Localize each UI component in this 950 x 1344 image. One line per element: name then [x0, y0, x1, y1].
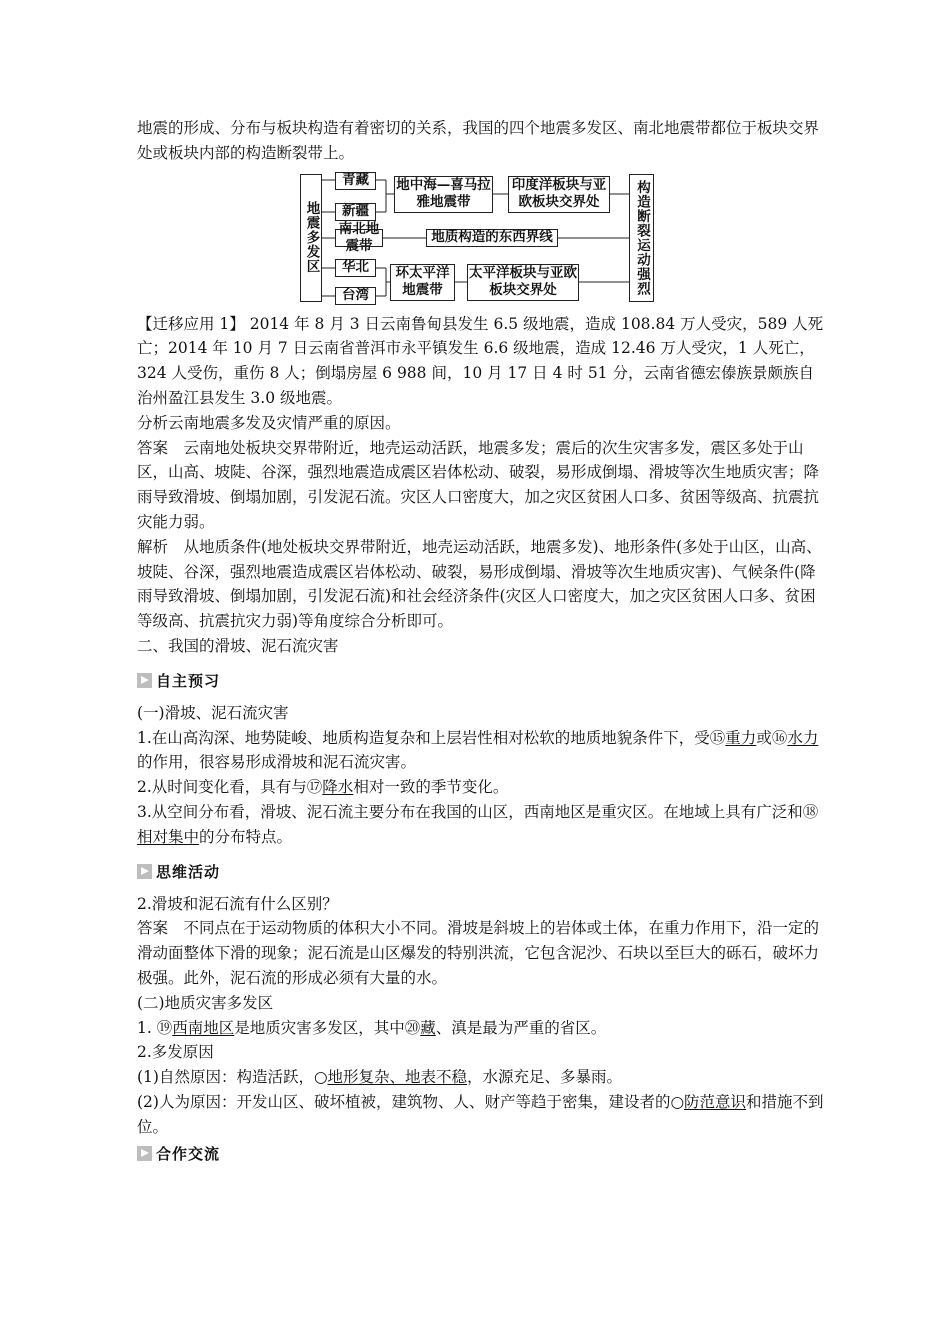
thinking-point-2: 2.多发原因	[137, 1043, 214, 1062]
preview-point-2: 2.从时间变化看，具有与⑰降水相对一致的季节变化。	[137, 778, 509, 797]
diagram-box-plate1: 印度洋板块与亚欧板块交界处	[508, 176, 610, 213]
transfer-application	[137, 312, 827, 411]
thinking-point-4: (2)人为原因：开发山区、破坏植被，建筑物、人、财产等趋于密集，建设者的○防范意识和措施不到位。	[137, 1092, 824, 1136]
blank-answer: 藏	[420, 1018, 436, 1037]
blank-answer: 地形复杂、地表不稳	[327, 1068, 467, 1087]
thinking-heading: 思维活动	[137, 862, 827, 882]
earthquake-zone-diagram	[137, 172, 827, 306]
blank-answer: 降水	[322, 778, 354, 797]
play-icon	[137, 673, 152, 688]
section2-title: 二、我国的滑坡、泥石流灾害	[137, 636, 339, 655]
play-icon	[137, 864, 152, 879]
blank-answer: 相对集中	[137, 827, 200, 846]
diagram-box-belt1: 地中海—喜马拉雅地震带	[394, 176, 493, 213]
transfer-label: 【迁移应用 1】	[137, 314, 245, 333]
preview-heading: 自主预习	[137, 671, 827, 691]
blank-answer: 防范意识	[683, 1092, 746, 1111]
transfer-text: 2014 年 8 月 3 日云南鲁甸县发生 6.5 级地震，造成 108.84 万人受灾，589 人死亡；2014 年 10 月 7 日云南省普洱市永平镇发生 6.6 级地震，造成 12.46 万人受灾，1 人死亡，324 人受伤，重伤 8 人；倒塌房屋 6 988 间，10 月 17 日 4 时 51 分，云南省德宏傣族景颇族自治州盈江县发生 3.0 级地震。	[137, 314, 824, 407]
thinking-question: 2.滑坡和泥石流有什么区别？	[137, 894, 338, 913]
diagram-box-huabei: 华北	[335, 259, 376, 277]
diagram-right-box: 构造断裂运动强烈	[629, 174, 654, 302]
thinking-subtitle: (二)地质灾害多发区	[137, 993, 274, 1012]
thinking-point-1: 1. ⑲西南地区是地质灾害多发区，其中⑳藏、滇是最为严重的省区。	[137, 1018, 607, 1037]
thinking-answer: 答案 不同点在于运动物质的体积大小不同。滑坡是斜坡上的岩体或土体，在重力作用下，沿一定的滑动面整体下滑的现象；泥石流是山区爆发的特别洪流，它包含泥沙、石块以至巨大的砾石，破坏力极强。此外，泥石流的形成必须有大量的水。	[137, 919, 820, 987]
diagram-box-dongxi: 地质构造的东西界线	[426, 229, 558, 247]
blank-answer: 重力	[725, 728, 757, 747]
blank-answer: 西南地区	[172, 1018, 235, 1037]
diagram-box-qingzang: 青藏	[335, 172, 376, 190]
transfer-answer: 答案 云南地处板块交界带附近，地壳运动活跃，地震多发；震后的次生灾害多发，震区多处于山区，山高、坡陡、谷深，强烈地震造成震区岩体松动、破裂，易形成倒塌、滑坡等次生地质灾害；降雨导致滑坡、倒塌加剧，引发泥石流。灾区人口密度大，加之灾区贫困人口多、贫困等级高、抗震抗灾能力弱。	[137, 438, 820, 531]
preview-point-3: 3.从空间分布看，滑坡、泥石流主要分布在我国的山区，西南地区是重灾区。在地域上具有广泛和⑱相对集中的分布特点。	[137, 802, 819, 846]
play-icon	[137, 1146, 152, 1161]
transfer-question: 分析云南地震多发及灾情严重的原因。	[137, 413, 401, 432]
preview-subtitle: (一)滑坡、泥石流灾害	[137, 703, 289, 722]
diagram-box-xinjiang: 新疆	[335, 203, 376, 221]
blank-answer: 水力	[787, 728, 819, 747]
thinking-point-3: (1)自然原因：构造活跃，○地形复杂、地表不稳，水源充足、多暴雨。	[137, 1068, 623, 1087]
cooperation-heading: 合作交流	[137, 1144, 827, 1164]
diagram-box-taiwan: 台湾	[335, 287, 376, 305]
diagram-box-belt2: 环太平洋地震带	[390, 264, 455, 301]
intro-paragraph: 地震的形成、分布与板块构造有着密切的关系，我国的四个地震多发区、南北地震带都位于板块交界处或板块内部的构造断裂带上。	[137, 119, 820, 162]
diagram-box-nanbei: 南北地震带	[335, 229, 383, 247]
diagram-box-plate2: 太平洋板块与亚欧板块交界处	[467, 264, 579, 301]
diagram-left-box: 地震多发区	[300, 174, 322, 302]
transfer-analysis: 解析 从地质条件(地处板块交界带附近，地壳运动活跃，地震多发)、地形条件(多处于山区，山高、坡陡、谷深，强烈地震造成震区岩体松动、破裂，易形成倒塌、滑坡等次生地质灾害)、气候条件(降雨导致滑坡、倒塌加剧，引发泥石流)和社会经济条件(灾区人口密度大，加之灾区贫困人口多、贫困等级高、抗震抗灾力弱)等角度综合分析即可。	[137, 537, 822, 631]
preview-point-1: 1.在山高沟深、地势陡峻、地质构造复杂和上层岩性相对松软的地质地貌条件下，受⑮重力或⑯水力的作用，很容易形成滑坡和泥石流灾害。	[137, 728, 819, 772]
document-page	[137, 116, 827, 1174]
